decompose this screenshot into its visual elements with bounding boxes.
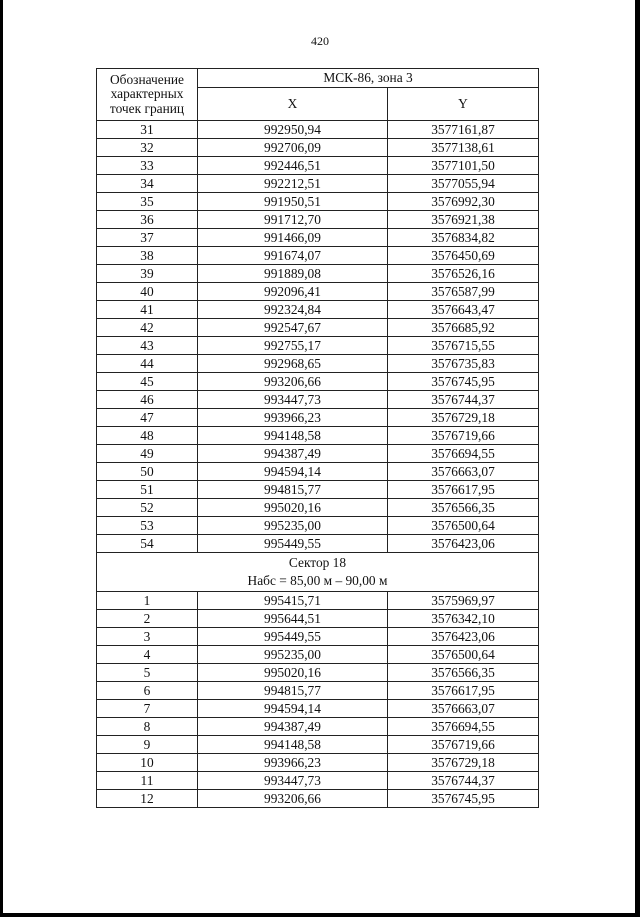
x-coordinate-cell: 993966,23 bbox=[198, 754, 388, 772]
y-coordinate-cell: 3576834,82 bbox=[388, 229, 539, 247]
x-coordinate-cell: 991889,08 bbox=[198, 265, 388, 283]
table-row bbox=[97, 265, 539, 283]
y-coordinate-cell: 3576643,47 bbox=[388, 301, 539, 319]
header-points-line-3: точек границ bbox=[109, 100, 185, 116]
y-coordinate-cell: 3576745,95 bbox=[388, 790, 539, 808]
x-coordinate-cell: 993447,73 bbox=[198, 391, 388, 409]
x-coordinate-cell: 995415,71 bbox=[198, 592, 388, 610]
x-coordinate-cell: 992755,17 bbox=[198, 337, 388, 355]
y-coordinate-cell: 3576423,06 bbox=[388, 628, 539, 646]
x-coordinate-cell: 993206,66 bbox=[198, 790, 388, 808]
x-coordinate-cell: 993206,66 bbox=[198, 373, 388, 391]
y-coordinate-cell: 3576617,95 bbox=[388, 481, 539, 499]
table-row bbox=[97, 628, 539, 646]
x-coordinate-cell: 995449,55 bbox=[198, 535, 388, 553]
table-row bbox=[97, 211, 539, 229]
table-row bbox=[97, 445, 539, 463]
x-coordinate-cell: 991674,07 bbox=[198, 247, 388, 265]
point-number-cell: 44 bbox=[97, 355, 198, 373]
x-coordinate-cell: 992950,94 bbox=[198, 121, 388, 139]
header-coordinate-system: МСК-86, зона 3 bbox=[198, 69, 539, 88]
point-number-cell: 34 bbox=[97, 175, 198, 193]
point-number-cell: 33 bbox=[97, 157, 198, 175]
x-coordinate-cell: 994387,49 bbox=[198, 718, 388, 736]
table-row bbox=[97, 610, 539, 628]
table-row bbox=[97, 700, 539, 718]
x-coordinate-cell: 993447,73 bbox=[198, 772, 388, 790]
header-points-line-2: характерных bbox=[110, 86, 184, 102]
y-coordinate-cell: 3576500,64 bbox=[388, 517, 539, 535]
header-points-label bbox=[97, 69, 198, 121]
header-row-top bbox=[97, 69, 539, 88]
x-coordinate-cell: 995020,16 bbox=[198, 499, 388, 517]
y-coordinate-cell: 3576663,07 bbox=[388, 700, 539, 718]
point-number-cell: 11 bbox=[97, 772, 198, 790]
point-number-cell: 12 bbox=[97, 790, 198, 808]
point-number-cell: 37 bbox=[97, 229, 198, 247]
y-coordinate-cell: 3576566,35 bbox=[388, 664, 539, 682]
y-coordinate-cell: 3576744,37 bbox=[388, 772, 539, 790]
x-coordinate-cell: 994148,58 bbox=[198, 736, 388, 754]
point-number-cell: 36 bbox=[97, 211, 198, 229]
point-number-cell: 38 bbox=[97, 247, 198, 265]
point-number-cell: 53 bbox=[97, 517, 198, 535]
x-coordinate-cell: 994387,49 bbox=[198, 445, 388, 463]
point-number-cell: 35 bbox=[97, 193, 198, 211]
point-number-cell: 2 bbox=[97, 610, 198, 628]
y-coordinate-cell: 3576921,38 bbox=[388, 211, 539, 229]
table-row bbox=[97, 664, 539, 682]
x-coordinate-cell: 992446,51 bbox=[198, 157, 388, 175]
y-coordinate-cell: 3576694,55 bbox=[388, 445, 539, 463]
coordinates-table bbox=[96, 68, 539, 808]
point-number-cell: 52 bbox=[97, 499, 198, 517]
y-coordinate-cell: 3576342,10 bbox=[388, 610, 539, 628]
x-coordinate-cell: 994148,58 bbox=[198, 427, 388, 445]
y-coordinate-cell: 3577055,94 bbox=[388, 175, 539, 193]
y-coordinate-cell: 3576566,35 bbox=[388, 499, 539, 517]
x-coordinate-cell: 992968,65 bbox=[198, 355, 388, 373]
y-coordinate-cell: 3576745,95 bbox=[388, 373, 539, 391]
y-coordinate-cell: 3576729,18 bbox=[388, 754, 539, 772]
y-coordinate-cell: 3576500,64 bbox=[388, 646, 539, 664]
table-body-part1 bbox=[97, 121, 539, 553]
y-coordinate-cell: 3576992,30 bbox=[388, 193, 539, 211]
y-coordinate-cell: 3576663,07 bbox=[388, 463, 539, 481]
table-row bbox=[97, 592, 539, 610]
y-coordinate-cell: 3576423,06 bbox=[388, 535, 539, 553]
point-number-cell: 32 bbox=[97, 139, 198, 157]
x-coordinate-cell: 992547,67 bbox=[198, 319, 388, 337]
table-row bbox=[97, 718, 539, 736]
point-number-cell: 46 bbox=[97, 391, 198, 409]
x-coordinate-cell: 994815,77 bbox=[198, 682, 388, 700]
table-row bbox=[97, 193, 539, 211]
section-title: Сектор 18 bbox=[288, 555, 347, 570]
table-row bbox=[97, 646, 539, 664]
table-row bbox=[97, 427, 539, 445]
point-number-cell: 39 bbox=[97, 265, 198, 283]
x-coordinate-cell: 995235,00 bbox=[198, 517, 388, 535]
table-row bbox=[97, 736, 539, 754]
point-number-cell: 42 bbox=[97, 319, 198, 337]
point-number-cell: 9 bbox=[97, 736, 198, 754]
y-coordinate-cell: 3577161,87 bbox=[388, 121, 539, 139]
y-coordinate-cell: 3577138,61 bbox=[388, 139, 539, 157]
x-coordinate-cell: 992096,41 bbox=[198, 283, 388, 301]
x-coordinate-cell: 991950,51 bbox=[198, 193, 388, 211]
section-subtitle: Набс = 85,00 м – 90,00 м bbox=[247, 573, 388, 588]
point-number-cell: 5 bbox=[97, 664, 198, 682]
section-row bbox=[97, 553, 539, 592]
point-number-cell: 49 bbox=[97, 445, 198, 463]
table-row bbox=[97, 499, 539, 517]
table-body-part2 bbox=[97, 592, 539, 808]
y-coordinate-cell: 3577101,50 bbox=[388, 157, 539, 175]
x-coordinate-cell: 991712,70 bbox=[198, 211, 388, 229]
point-number-cell: 47 bbox=[97, 409, 198, 427]
table-row bbox=[97, 355, 539, 373]
point-number-cell: 50 bbox=[97, 463, 198, 481]
x-coordinate-cell: 992324,84 bbox=[198, 301, 388, 319]
y-coordinate-cell: 3576719,66 bbox=[388, 427, 539, 445]
x-coordinate-cell: 992706,09 bbox=[198, 139, 388, 157]
header-x: X bbox=[198, 88, 388, 121]
table-row bbox=[97, 301, 539, 319]
table-row bbox=[97, 790, 539, 808]
table-row bbox=[97, 481, 539, 499]
point-number-cell: 48 bbox=[97, 427, 198, 445]
y-coordinate-cell: 3576617,95 bbox=[388, 682, 539, 700]
point-number-cell: 43 bbox=[97, 337, 198, 355]
table-row bbox=[97, 337, 539, 355]
scan-edge-bottom bbox=[0, 913, 640, 917]
table-row bbox=[97, 682, 539, 700]
point-number-cell: 6 bbox=[97, 682, 198, 700]
x-coordinate-cell: 991466,09 bbox=[198, 229, 388, 247]
table-row bbox=[97, 229, 539, 247]
y-coordinate-cell: 3576744,37 bbox=[388, 391, 539, 409]
table-row bbox=[97, 175, 539, 193]
x-coordinate-cell: 995449,55 bbox=[198, 628, 388, 646]
point-number-cell: 4 bbox=[97, 646, 198, 664]
header-points-line-1: Обозначение bbox=[110, 71, 184, 87]
section-header bbox=[97, 553, 539, 592]
table-row bbox=[97, 772, 539, 790]
scan-edge-left bbox=[0, 0, 3, 917]
y-coordinate-cell: 3576685,92 bbox=[388, 319, 539, 337]
table-row bbox=[97, 373, 539, 391]
point-number-cell: 31 bbox=[97, 121, 198, 139]
x-coordinate-cell: 994594,14 bbox=[198, 463, 388, 481]
table-row bbox=[97, 391, 539, 409]
page-number: 420 bbox=[311, 34, 329, 48]
y-coordinate-cell: 3576719,66 bbox=[388, 736, 539, 754]
point-number-cell: 41 bbox=[97, 301, 198, 319]
table-row bbox=[97, 754, 539, 772]
x-coordinate-cell: 995644,51 bbox=[198, 610, 388, 628]
point-number-cell: 40 bbox=[97, 283, 198, 301]
scan-edge-right bbox=[635, 0, 640, 917]
point-number-cell: 54 bbox=[97, 535, 198, 553]
y-coordinate-cell: 3576715,55 bbox=[388, 337, 539, 355]
y-coordinate-cell: 3576735,83 bbox=[388, 355, 539, 373]
y-coordinate-cell: 3576587,99 bbox=[388, 283, 539, 301]
point-number-cell: 1 bbox=[97, 592, 198, 610]
x-coordinate-cell: 994815,77 bbox=[198, 481, 388, 499]
table-row bbox=[97, 517, 539, 535]
table-row bbox=[97, 157, 539, 175]
table-row bbox=[97, 283, 539, 301]
y-coordinate-cell: 3576729,18 bbox=[388, 409, 539, 427]
point-number-cell: 10 bbox=[97, 754, 198, 772]
x-coordinate-cell: 995020,16 bbox=[198, 664, 388, 682]
x-coordinate-cell: 993966,23 bbox=[198, 409, 388, 427]
table-row bbox=[97, 409, 539, 427]
x-coordinate-cell: 994594,14 bbox=[198, 700, 388, 718]
table-row bbox=[97, 535, 539, 553]
point-number-cell: 8 bbox=[97, 718, 198, 736]
table-row bbox=[97, 319, 539, 337]
point-number-cell: 45 bbox=[97, 373, 198, 391]
point-number-cell: 3 bbox=[97, 628, 198, 646]
point-number-cell: 7 bbox=[97, 700, 198, 718]
x-coordinate-cell: 995235,00 bbox=[198, 646, 388, 664]
y-coordinate-cell: 3575969,97 bbox=[388, 592, 539, 610]
table-row bbox=[97, 121, 539, 139]
point-number-cell: 51 bbox=[97, 481, 198, 499]
header-y: Y bbox=[388, 88, 539, 121]
table-row bbox=[97, 463, 539, 481]
table-row bbox=[97, 139, 539, 157]
y-coordinate-cell: 3576526,16 bbox=[388, 265, 539, 283]
section-block bbox=[97, 553, 539, 592]
y-coordinate-cell: 3576694,55 bbox=[388, 718, 539, 736]
x-coordinate-cell: 992212,51 bbox=[198, 175, 388, 193]
y-coordinate-cell: 3576450,69 bbox=[388, 247, 539, 265]
table-row bbox=[97, 247, 539, 265]
